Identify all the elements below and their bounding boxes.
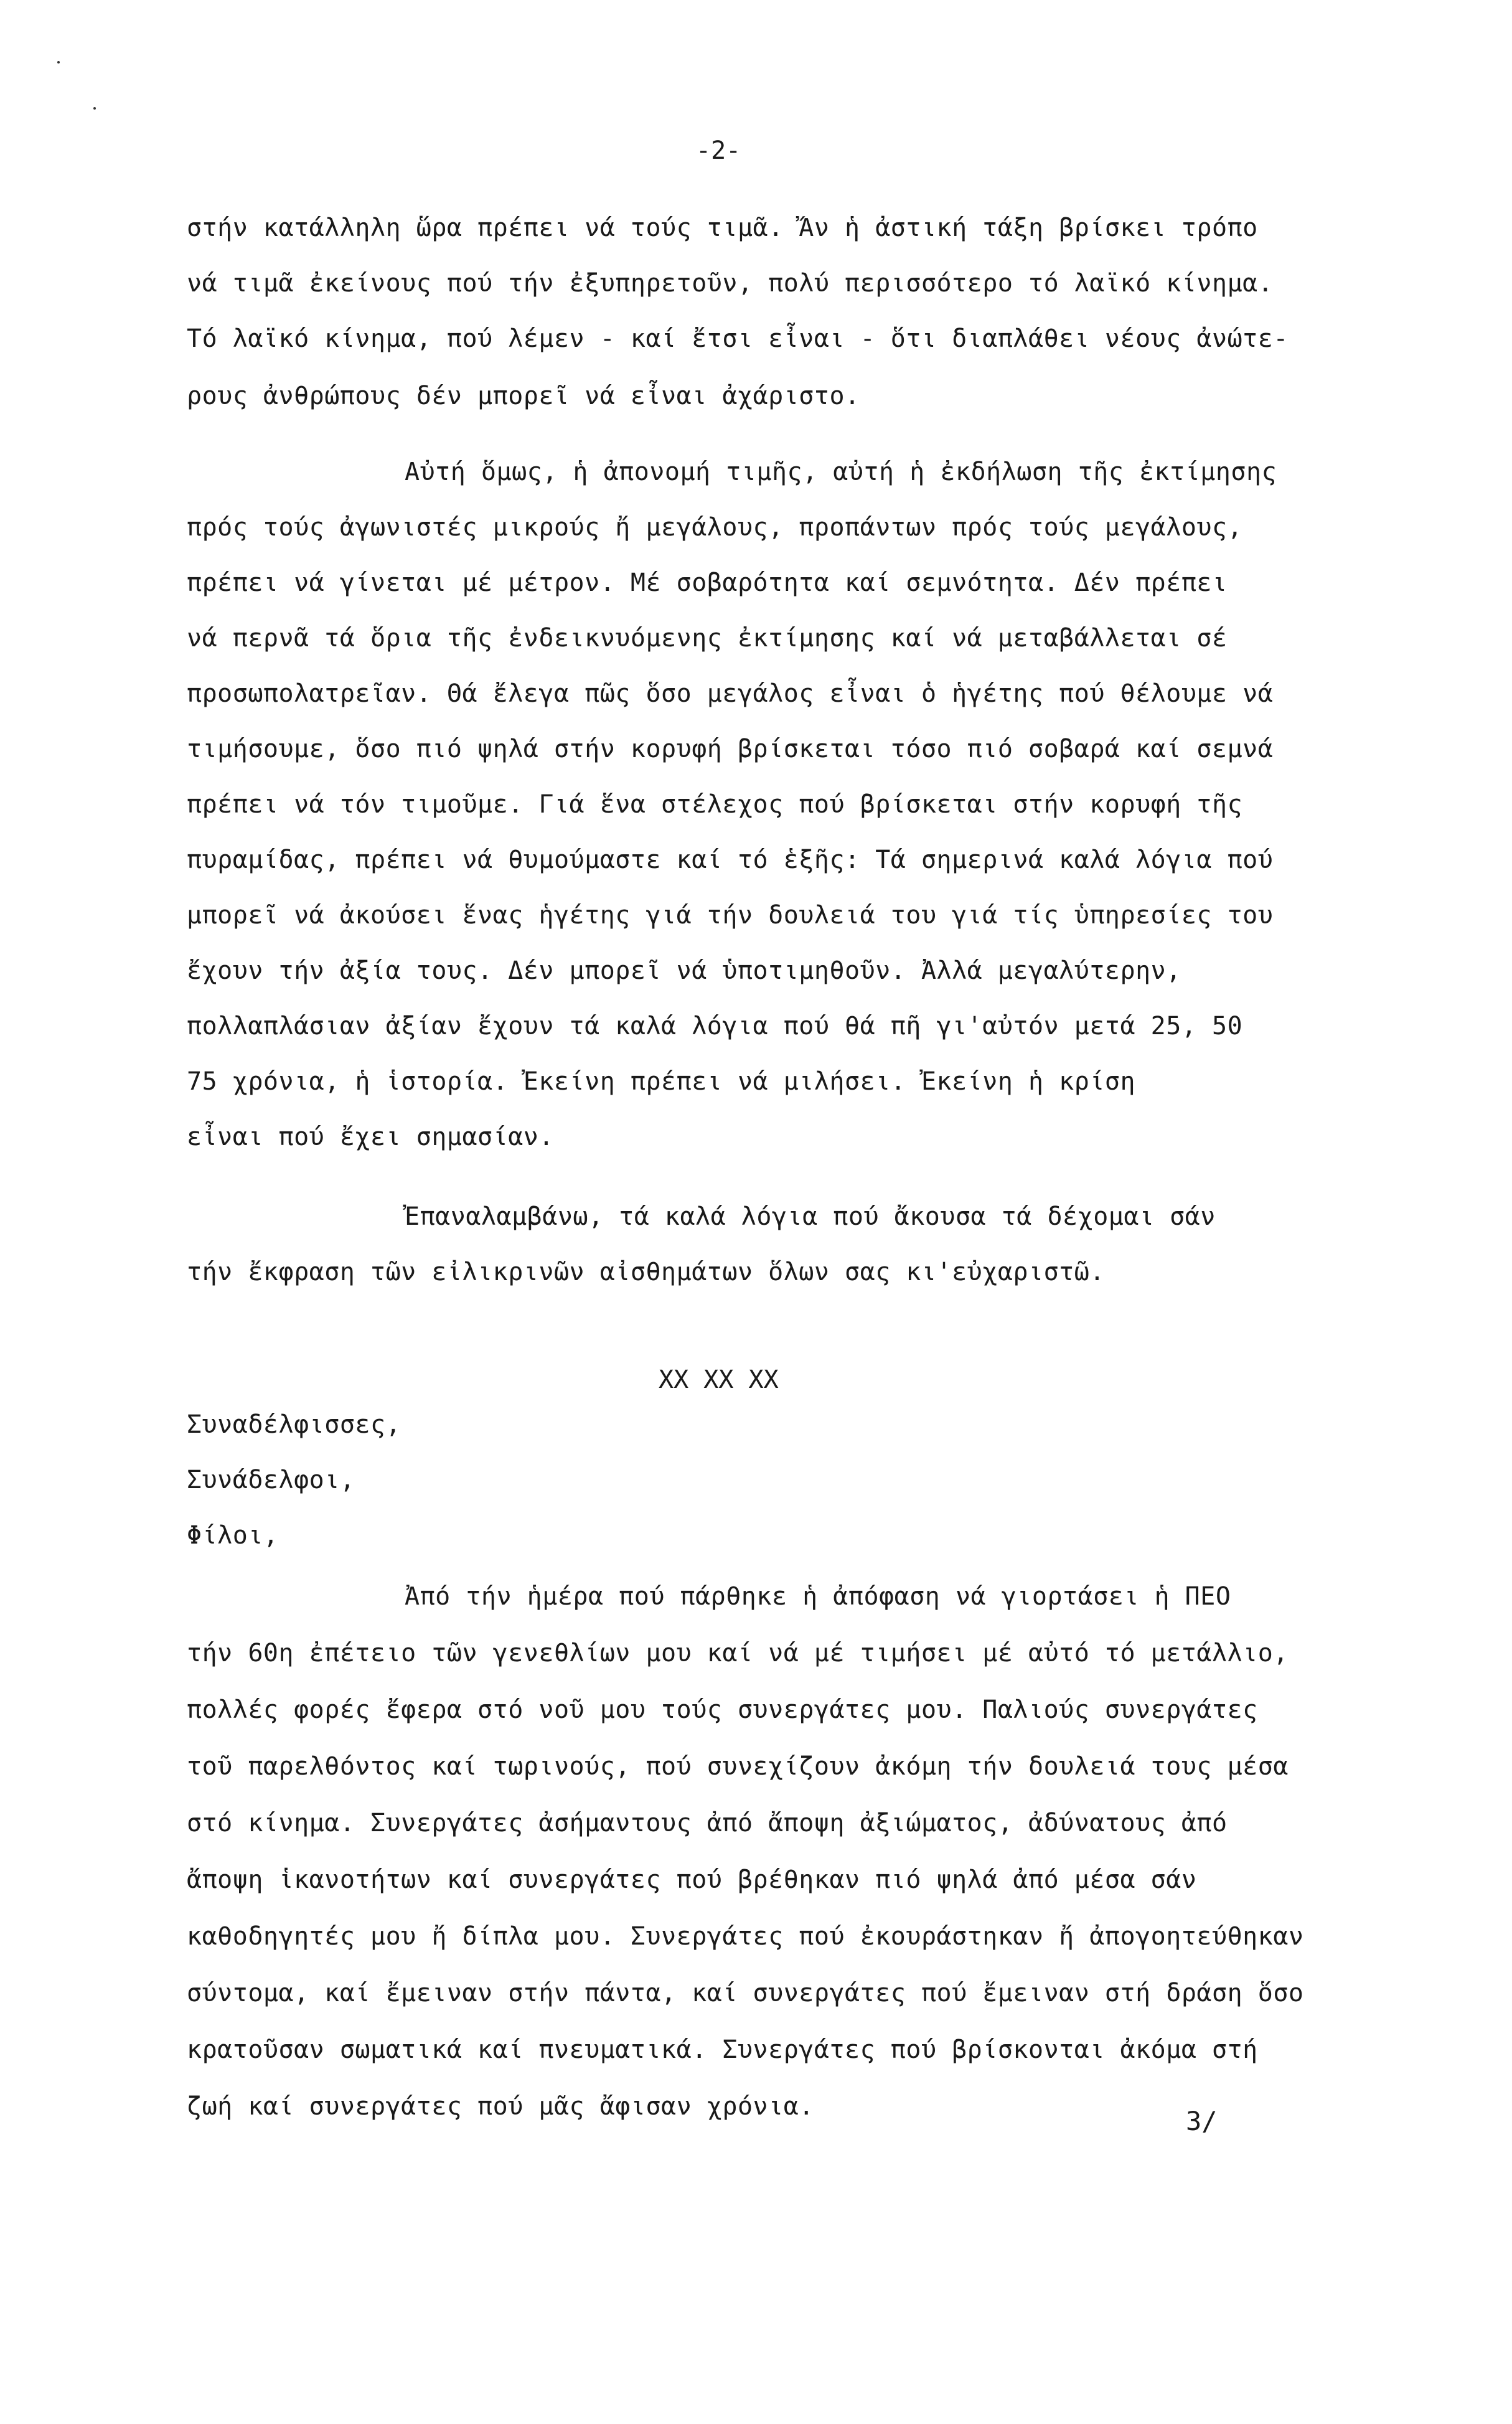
body-line: Ἀπό τήν ἡμέρα πού πάρθηκε ἡ ἀπόφαση νά γιορτάσει ἡ ΠΕΟ bbox=[405, 1582, 1231, 1611]
salutation-line: Συνάδελφοι, bbox=[187, 1466, 355, 1494]
salutation-line: Φίλοι, bbox=[187, 1521, 279, 1550]
scan-speck bbox=[57, 61, 60, 64]
body-line: καθοδηγητές μου ἤ δίπλα μου. Συνεργάτες πού ἐκουράστηκαν ἤ ἀπογοητεύθηκαν bbox=[187, 1922, 1304, 1951]
body-line: τήν ἔκφραση τῶν εἰλικρινῶν αἰσθημάτων ὅλων σας κι'εὐχαριστῶ. bbox=[187, 1258, 1105, 1286]
body-line: τήν 60η ἐπέτειο τῶν γενεθλίων μου καί νά μέ τιμήσει μέ αὐτό τό μετάλλιο, bbox=[187, 1639, 1289, 1667]
body-line: σύντομα, καί ἔμειναν στήν πάντα, καί συνεργάτες πού ἔμειναν στή δράση ὅσο bbox=[187, 1979, 1304, 2007]
body-line: μπορεῖ νά ἀκούσει ἕνας ἡγέτης γιά τήν δουλειά του γιά τίς ὑπηρεσίες του bbox=[187, 901, 1274, 930]
continuation-mark: 3/ bbox=[1186, 2106, 1218, 2136]
body-line: Αὐτή ὅμως, ἡ ἀπονομή τιμῆς, αὐτή ἡ ἐκδήλωση τῆς ἐκτίμησης bbox=[405, 458, 1277, 486]
body-line: προσωπολατρεῖαν. Θά ἔλεγα πῶς ὅσο μεγάλος εἶναι ὁ ἡγέτης πού θέλουμε νά bbox=[187, 679, 1274, 708]
body-line: Τό λαϊκό κίνημα, πού λέμεν - καί ἔτσι εἶναι - ὅτι διαπλάθει νέους ἀνώτε- bbox=[187, 324, 1289, 353]
body-line: ζωή καί συνεργάτες πού μᾶς ἄφισαν χρόνια. bbox=[187, 2092, 814, 2121]
body-line: τοῦ παρελθόντος καί τωρινούς, πού συνεχίζουν ἀκόμη τήν δουλειά τους μέσα bbox=[187, 1752, 1289, 1781]
body-line: στό κίνημα. Συνεργάτες ἀσήμαντους ἀπό ἄποψη ἀξιώματος, ἀδύνατους ἀπό bbox=[187, 1809, 1228, 1837]
body-line: εἶναι πού ἔχει σημασίαν. bbox=[187, 1123, 554, 1151]
body-line: 75 χρόνια, ἡ ἱστορία. Ἐκείνη πρέπει νά μιλήσει. Ἐκείνη ἡ κρίση bbox=[187, 1067, 1136, 1096]
body-line: τιμήσουμε, ὅσο πιό ψηλά στήν κορυφή βρίσκεται τόσο πιό σοβαρά καί σεμνά bbox=[187, 735, 1274, 763]
body-line: πολλές φορές ἔφερα στό νοῦ μου τούς συνεργάτες μου. Παλιούς συνεργάτες bbox=[187, 1695, 1258, 1724]
section-separator: ΧΧ ΧΧ ΧΧ bbox=[659, 1365, 779, 1394]
body-line: πυραμίδας, πρέπει νά θυμούμαστε καί τό ἑξῆς: Τά σημερινά καλά λόγια πού bbox=[187, 846, 1274, 874]
body-line: ἄποψη ἱκανοτήτων καί συνεργάτες πού βρέθηκαν πιό ψηλά ἀπό μέσα σάν bbox=[187, 1865, 1197, 1894]
scan-speck bbox=[93, 107, 96, 110]
body-line: ἔχουν τήν ἀξία τους. Δέν μπορεῖ νά ὑποτιμηθοῦν. Ἀλλά μεγαλύτερην, bbox=[187, 956, 1181, 985]
body-line: πρέπει νά γίνεται μέ μέτρον. Μέ σοβαρότητα καί σεμνότητα. Δέν πρέπει bbox=[187, 568, 1228, 597]
body-line: πρέπει νά τόν τιμοῦμε. Γιά ἕνα στέλεχος πού βρίσκεται στήν κορυφή τῆς bbox=[187, 790, 1243, 819]
body-line: πρός τούς ἀγωνιστές μικρούς ἤ μεγάλους, προπάντων πρός τούς μεγάλους, bbox=[187, 513, 1243, 542]
body-line: πολλαπλάσιαν ἀξίαν ἔχουν τά καλά λόγια πού θά πῆ γι'αὐτόν μετά 25, 50 bbox=[187, 1012, 1243, 1040]
salutation-line: Συναδέλφισσες, bbox=[187, 1410, 401, 1439]
page-number: -2- bbox=[696, 136, 741, 165]
body-line: νά περνᾶ τά ὅρια τῆς ἐνδεικνυόμενης ἐκτίμησης καί νά μεταβάλλεται σέ bbox=[187, 624, 1228, 653]
body-line: στήν κατάλληλη ὥρα πρέπει νά τούς τιμᾶ. Ἄν ἡ ἀστική τάξη βρίσκει τρόπο bbox=[187, 214, 1258, 242]
body-line: νά τιμᾶ ἐκείνους πού τήν ἐξυπηρετοῦν, πολύ περισσότερο τό λαϊκό κίνημα. bbox=[187, 269, 1274, 298]
body-line: ρους ἀνθρώπους δέν μπορεῖ νά εἶναι ἀχάριστο. bbox=[187, 382, 860, 410]
body-line: κρατοῦσαν σωματικά καί πνευματικά. Συνεργάτες πού βρίσκονται ἀκόμα στή bbox=[187, 2035, 1258, 2064]
body-line: Ἐπαναλαμβάνω, τά καλά λόγια πού ἄκουσα τά δέχομαι σάν bbox=[405, 1202, 1216, 1231]
